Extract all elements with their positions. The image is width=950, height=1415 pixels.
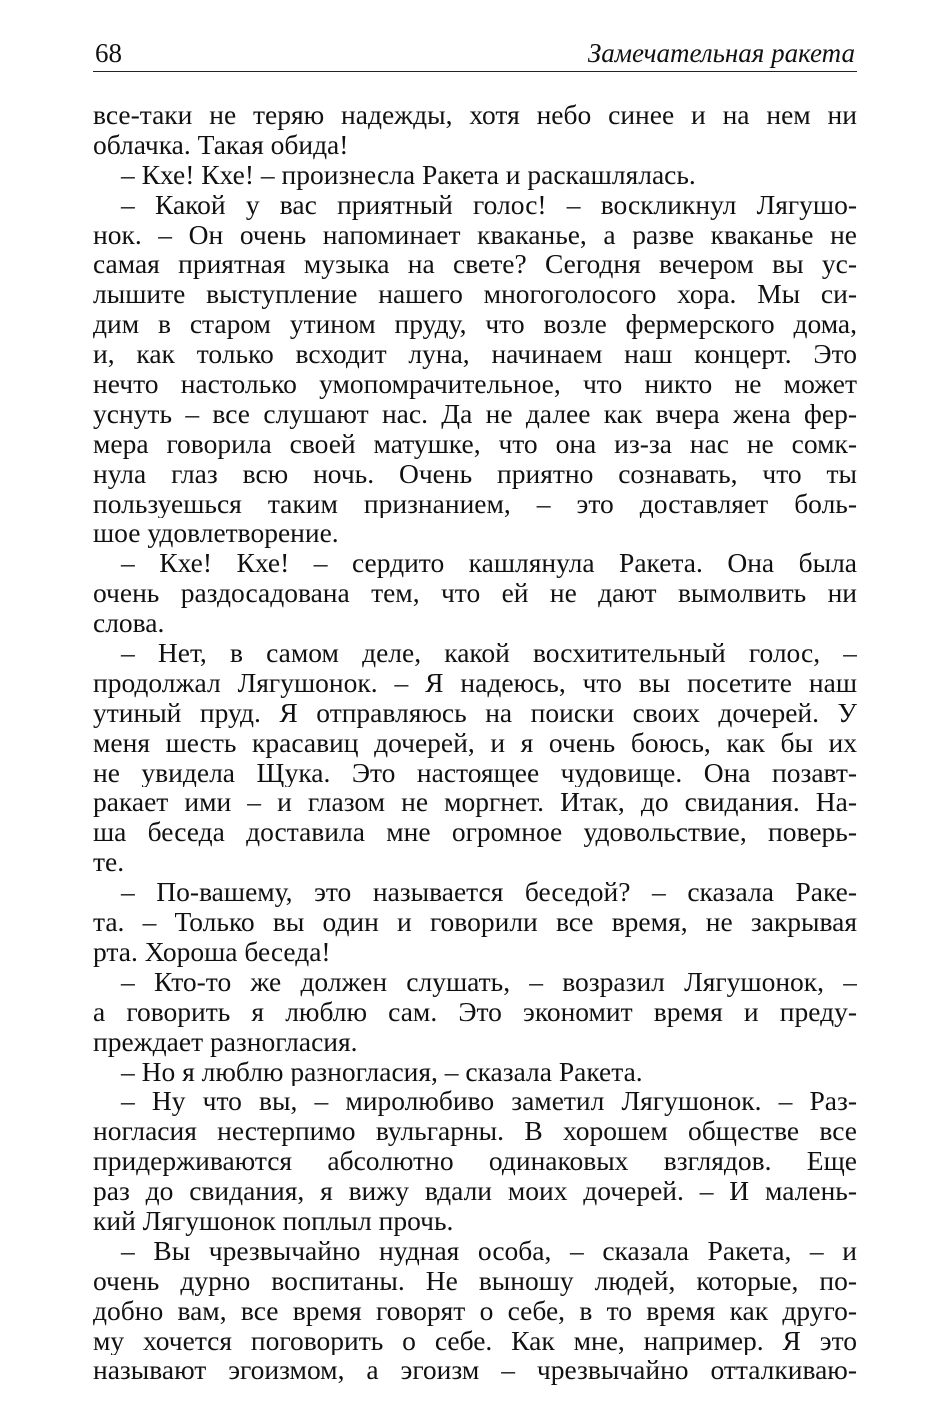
text-line: раз до свидания, я вижу вдали моих дочерей. – И малень- bbox=[93, 1176, 857, 1206]
text-line: слова. bbox=[93, 608, 165, 639]
text-line: называют эгоизмом, а эгоизм – чрезвычайно отталкиваю- bbox=[93, 1355, 857, 1386]
text-line: – Нет, в самом деле, какой восхитительный голос, – bbox=[121, 638, 857, 668]
text-line: добно вам, все время говорят о себе, в то время как друго- bbox=[93, 1295, 857, 1326]
running-title: Замечательная ракета bbox=[587, 38, 855, 68]
text-line: и, как только всходит луна, начинаем наш концерт. Это bbox=[93, 339, 857, 370]
text-line: придерживаются абсолютно одинаковых взглядов. Еще bbox=[93, 1146, 857, 1177]
text-line: нула глаз всю ночь. Очень приятно сознавать, что ты bbox=[93, 458, 857, 489]
text-line: мера говорила своей матушке, что она из-за нас не сомк- bbox=[93, 428, 857, 459]
text-line: утиный пруд. Я отправляюсь на поиски своих дочерей. У bbox=[93, 697, 857, 728]
book-page bbox=[93, 28, 857, 1385]
text-line: меня шесть красавиц дочерей, и я очень боюсь, как бы их bbox=[93, 727, 857, 758]
text-line: рта. Хороша беседа! bbox=[93, 936, 331, 967]
text-body bbox=[93, 100, 857, 1385]
text-line: – Какой у вас приятный голос! – воскликнул Лягушо- bbox=[121, 189, 857, 220]
text-line: преждает разногласия. bbox=[93, 1026, 358, 1057]
text-line: – Ну что вы, – миролюбиво заметил Лягушонок. – Раз- bbox=[121, 1086, 857, 1117]
text-line: самая приятная музыка на свете? Сегодня вечером вы ус- bbox=[93, 249, 857, 280]
text-line: му хочется поговорить о себе. Как мне, например. Я это bbox=[93, 1325, 857, 1356]
text-line: все-таки не теряю надежды, хотя небо синее и на нем ни bbox=[93, 100, 857, 130]
text-line: те. bbox=[93, 847, 125, 878]
text-line: – Кхе! Кхе! – сердито кашлянула Ракета. Она была bbox=[121, 548, 857, 579]
text-line: та. – Только вы один и говорили все время, не закрывая bbox=[93, 907, 857, 937]
text-line: нечто настолько умопомрачительное, что никто не может bbox=[93, 369, 857, 399]
text-line: облачка. Такая обида! bbox=[93, 129, 349, 160]
text-line: а говорить я люблю сам. Это экономит время и преду- bbox=[93, 996, 857, 1027]
text-line: очень дурно воспитаны. Не выношу людей, которые, по- bbox=[93, 1265, 857, 1296]
text-line: шое удовлетворение. bbox=[93, 518, 339, 549]
text-line: кий Лягушонок поплыл прочь. bbox=[93, 1205, 454, 1236]
text-line: нок. – Он очень напоминает кваканье, а разве кваканье не bbox=[93, 219, 857, 250]
text-line: – По-вашему, это называется беседой? – сказала Раке- bbox=[121, 877, 857, 908]
text-line: ракает ими – и глазом не моргнет. Итак, до свидания. На- bbox=[93, 787, 857, 818]
text-line: дим в старом утином пруду, что возле фермерского дома, bbox=[93, 309, 857, 340]
text-line: ша беседа доставила мне огромное удовольствие, поверь- bbox=[93, 817, 857, 848]
text-line: – Кхе! Кхе! – произнесла Ракета и раскашлялась. bbox=[121, 159, 696, 190]
text-line: очень раздосадована тем, что ей не дают вымолвить ни bbox=[93, 578, 857, 609]
text-line: – Но я люблю разногласия, – сказала Ракета. bbox=[121, 1056, 643, 1087]
text-line: уснуть – все слушают нас. Да не далее как вчера жена фер- bbox=[93, 398, 857, 429]
text-line: лышите выступление нашего многоголосого хора. Мы си- bbox=[93, 279, 857, 310]
page-number: 68 bbox=[95, 38, 122, 68]
text-line: ногласия нестерпимо вульгарны. В хорошем обществе все bbox=[93, 1116, 857, 1147]
text-line: – Кто-то же должен слушать, – возразил Лягушонок, – bbox=[121, 966, 857, 997]
text-line: продолжал Лягушонок. – Я надеюсь, что вы посетите наш bbox=[93, 667, 857, 698]
text-line: – Вы чрезвычайно нудная особа, – сказала Ракета, – и bbox=[121, 1235, 857, 1266]
running-head bbox=[93, 28, 857, 72]
text-line: пользуешься таким признанием, – это доставляет боль- bbox=[93, 488, 857, 519]
text-line: не увидела Щука. Это настоящее чудовище. Она позавт- bbox=[93, 757, 857, 788]
